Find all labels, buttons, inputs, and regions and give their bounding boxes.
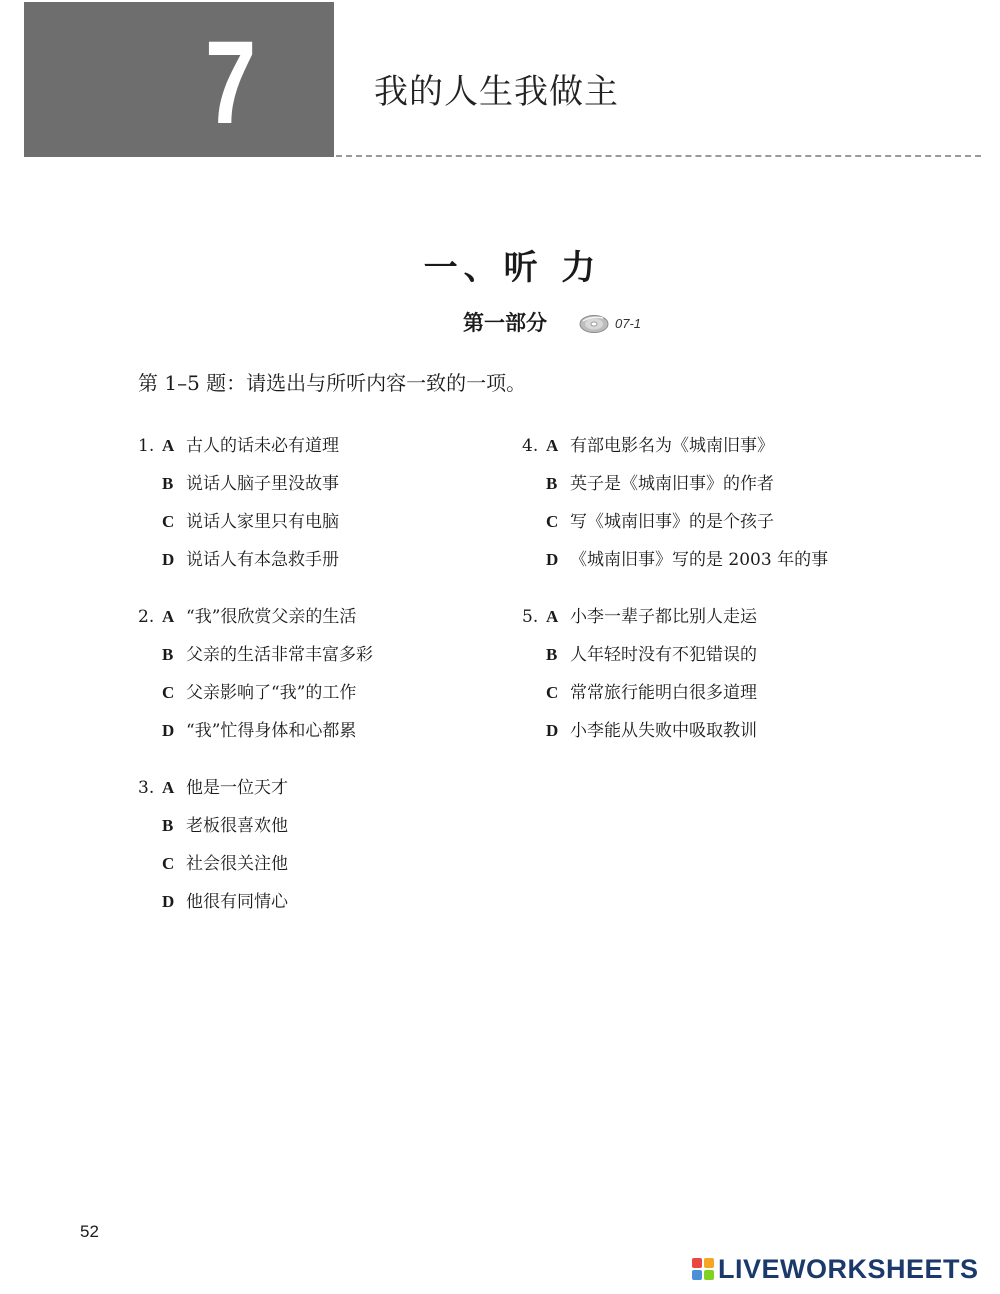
chapter-number: 7 (205, 17, 257, 149)
brand-square-icon (692, 1258, 702, 1268)
option-text: 古人的话未必有道理 (186, 436, 339, 456)
option-text: 英子是《城南旧事》的作者 (570, 474, 774, 494)
option-letter: A (162, 607, 175, 626)
answer-option[interactable] (162, 890, 288, 914)
answer-option[interactable] (162, 434, 339, 458)
cd-icon[interactable] (579, 312, 611, 334)
option-text: 父亲的生活非常丰富多彩 (186, 645, 373, 665)
option-letter: D (162, 892, 175, 911)
instruction-text: 第 1–5 题：请选出与所听内容一致的一项。 (138, 371, 527, 395)
brand-square-icon (704, 1258, 714, 1268)
header-divider (336, 155, 981, 157)
answer-option[interactable] (162, 776, 288, 800)
option-letter: C (162, 854, 175, 873)
section-title: 一、听 力 (423, 248, 602, 288)
option-letter: B (162, 474, 174, 493)
option-letter: D (162, 550, 175, 569)
answer-option[interactable] (162, 605, 356, 629)
option-letter: A (162, 778, 175, 797)
option-text: 常常旅行能明白很多道理 (570, 683, 757, 703)
option-letter: C (546, 683, 559, 702)
option-letter: D (546, 550, 559, 569)
answer-option[interactable] (546, 548, 828, 572)
answer-option[interactable] (162, 814, 288, 838)
option-letter: D (162, 721, 175, 740)
answer-option[interactable] (546, 681, 757, 705)
option-text: 说话人脑子里没故事 (186, 474, 339, 494)
option-letter: B (546, 645, 558, 664)
question-number: 1. (138, 436, 155, 456)
brand-square-icon (692, 1270, 702, 1280)
option-text: 说话人有本急救手册 (186, 550, 339, 570)
answer-option[interactable] (546, 605, 757, 629)
brand-text: LIVEWORKSHEETS (718, 1253, 979, 1284)
answer-option[interactable] (546, 643, 757, 667)
option-text: 父亲影响了“我”的工作 (186, 683, 357, 703)
option-letter: D (546, 721, 559, 740)
option-text: 说话人家里只有电脑 (186, 512, 339, 532)
answer-option[interactable] (162, 510, 339, 534)
option-letter: A (546, 436, 559, 455)
option-text: 他是一位天才 (186, 778, 288, 798)
option-letter: A (162, 436, 175, 455)
answer-option[interactable] (162, 681, 356, 705)
option-text: 有部电影名为《城南旧事》 (570, 436, 774, 456)
answer-option[interactable] (546, 719, 757, 743)
option-text: 小李能从失败中吸取教训 (570, 721, 757, 741)
track-label: 07-1 (615, 315, 642, 331)
option-letter: C (546, 512, 559, 531)
chapter-header-box (24, 2, 334, 157)
option-letter: B (162, 645, 174, 664)
part-title: 第一部分 (463, 310, 547, 335)
page-number: 52 (80, 1222, 99, 1241)
option-letter: C (162, 512, 175, 531)
option-text: 《城南旧事》写的是 2003 年的事 (570, 550, 829, 570)
brand-grid-icon (692, 1258, 714, 1280)
option-text: “我”忙得身体和心都累 (186, 721, 357, 741)
option-text: 写《城南旧事》的是个孩子 (570, 512, 774, 532)
question-number: 2. (138, 607, 155, 627)
option-text: 社会很关注他 (186, 854, 288, 874)
question-number: 3. (138, 778, 155, 798)
option-letter: C (162, 683, 175, 702)
answer-option[interactable] (162, 472, 339, 496)
answer-option[interactable] (546, 472, 774, 496)
option-letter: B (546, 474, 558, 493)
chapter-title: 我的人生我做主 (374, 72, 619, 112)
option-text: 小李一辈子都比别人走运 (570, 607, 757, 627)
question-number: 4. (522, 436, 539, 456)
brand-logo[interactable] (692, 1252, 979, 1286)
answer-option[interactable] (546, 434, 774, 458)
answer-option[interactable] (162, 643, 373, 667)
answer-option[interactable] (162, 548, 339, 572)
answer-option[interactable] (546, 510, 774, 534)
option-letter: B (162, 816, 174, 835)
option-text: “我”很欣赏父亲的生活 (186, 607, 357, 627)
part-heading (463, 308, 641, 338)
answer-option[interactable] (162, 719, 356, 743)
option-letter: A (546, 607, 559, 626)
answer-option[interactable] (162, 852, 288, 876)
brand-square-icon (704, 1270, 714, 1280)
option-text: 人年轻时没有不犯错误的 (570, 645, 757, 665)
option-text: 他很有同情心 (186, 892, 288, 912)
option-text: 老板很喜欢他 (186, 816, 288, 836)
question-number: 5. (522, 607, 539, 627)
